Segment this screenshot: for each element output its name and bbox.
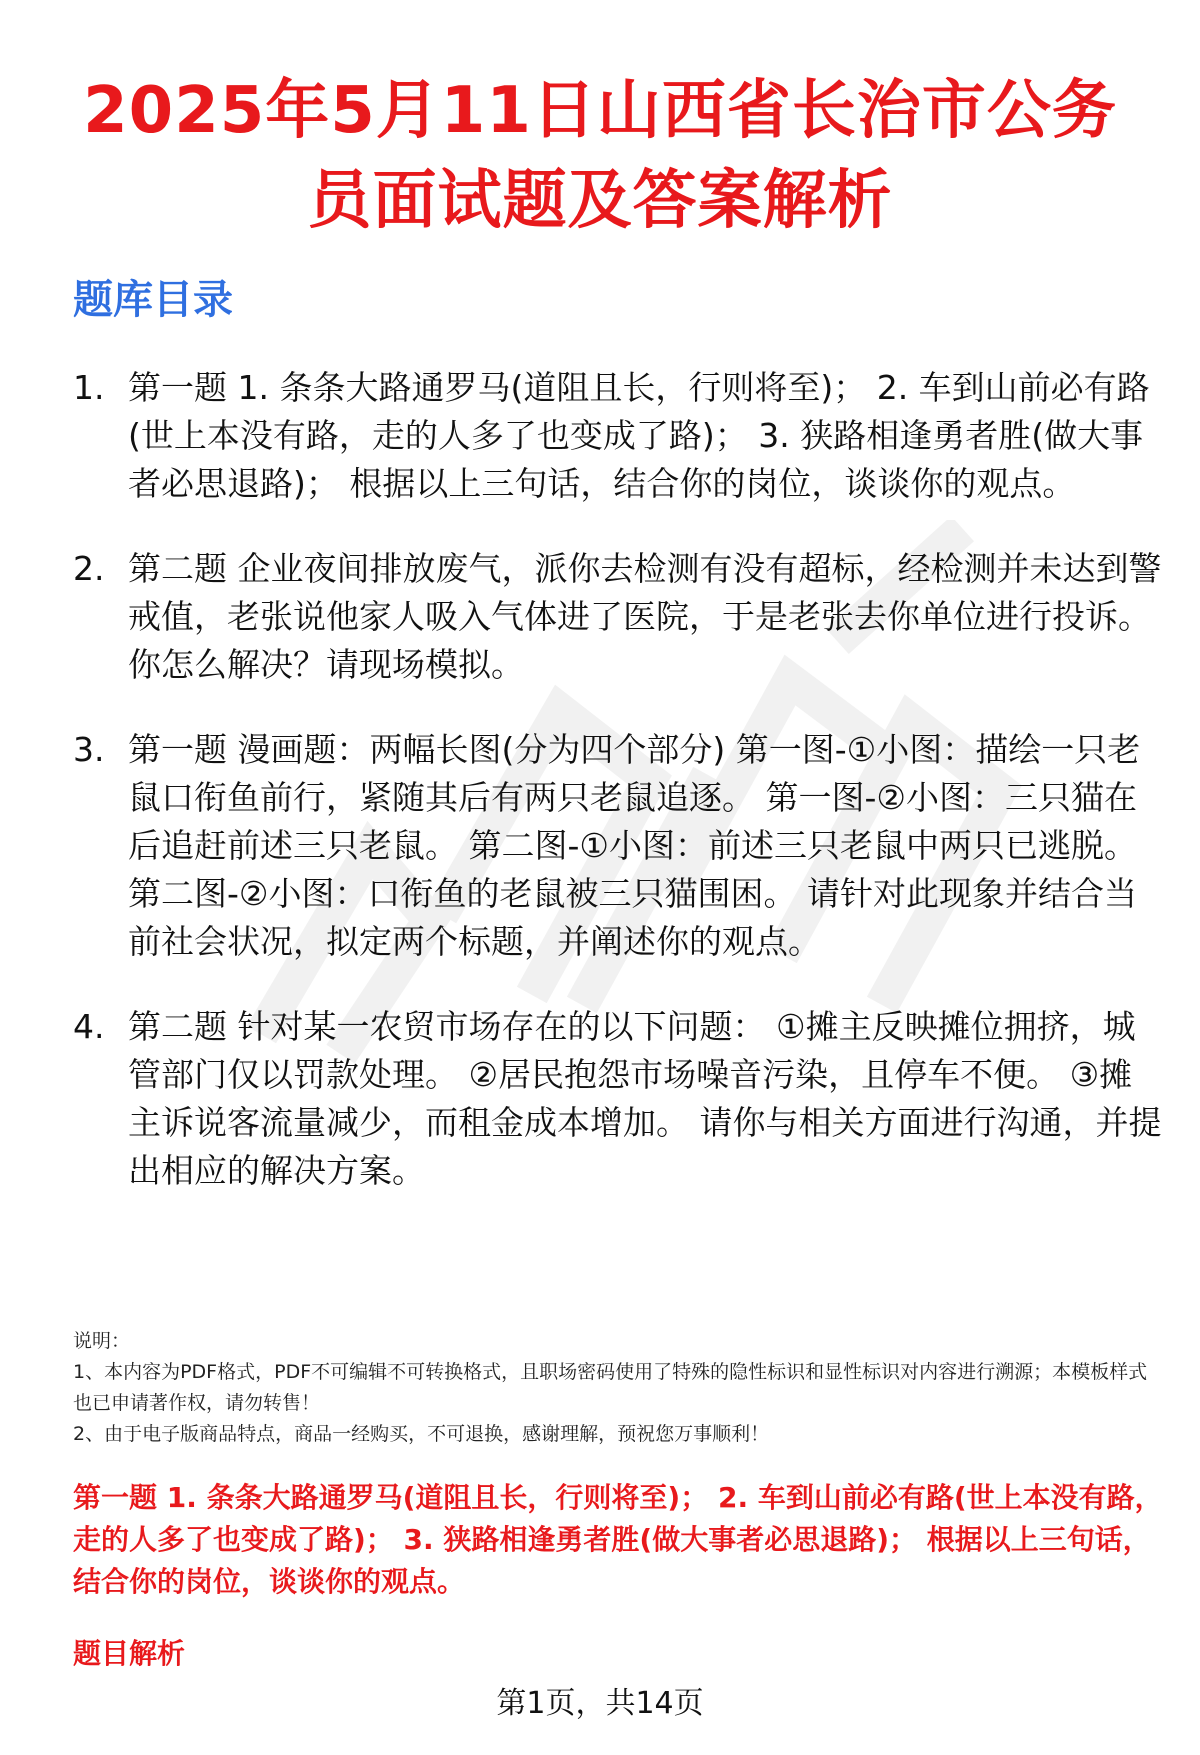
analysis-heading: 题目解析 <box>73 1637 186 1670</box>
toc-item-number: 1. <box>73 368 105 407</box>
toc-list <box>73 364 1163 1232</box>
usage-note-line-1: 1、本内容为PDF格式，PDF不可编辑不可转换格式，且职场密码使用了特殊的隐性标识和显性标识对内容进行溯源；本模板样式也已申请著作权，请勿转售！ <box>73 1361 1148 1414</box>
toc-item-number: 3. <box>73 730 105 769</box>
toc-item-number: 2. <box>73 549 105 588</box>
usage-note-label: 说明： <box>73 1330 131 1352</box>
usage-note <box>73 1326 1163 1450</box>
document-title-line-1: 2025年5月11日山西省长治市公务 <box>83 74 1117 148</box>
document-title <box>60 66 1140 246</box>
toc-item-text: 第一题 1. 条条大路通罗马(道阻且长，行则将至)； 2. 车到山前必有路(世上本没有路，走的人多了也变成了路)； 3. 狭路相逢勇者胜(做大事者必思退路)； 根据以上三句话，结合你的岗位，谈谈你的观点。 <box>128 368 1150 503</box>
document-title-line-2: 员面试题及答案解析 <box>307 164 893 238</box>
toc-item-3 <box>73 726 1163 966</box>
toc-item-text: 第一题 漫画题：两幅长图(分为四个部分) 第一图-①小图：描绘一只老鼠口衔鱼前行，紧随其后有两只老鼠追逐。 第一图-②小图：三只猫在后追赶前述三只老鼠。 第二图-①小图：前述三只老鼠中两只已逃脱。 第二图-②小图：口衔鱼的老鼠被三只猫围困。 请针对此现象并结合当前社会状况，拟定两个标题，并阐述你的观点。 <box>128 730 1141 961</box>
toc-heading: 题库目录 <box>73 277 233 323</box>
page-number: 第1页，共14页 <box>496 1686 704 1721</box>
toc-item-text: 第二题 企业夜间排放废气，派你去检测有没有超标，经检测并未达到警戒值，老张说他家人吸入气体进了医院，于是老张去你单位进行投诉。你怎么解决？请现场模拟。 <box>128 549 1162 684</box>
usage-note-line-2: 2、由于电子版商品特点，商品一经购买，不可退换，感谢理解，预祝您万事顺利！ <box>73 1423 770 1445</box>
toc-item-2 <box>73 545 1163 689</box>
toc-item-number: 4. <box>73 1007 105 1046</box>
toc-item-text: 第二题 针对某一农贸市场存在的以下问题： ①摊主反映摊位拥挤，城管部门仅以罚款处理。 ②居民抱怨市场噪音污染，且停车不便。 ③摊主诉说客流量减少，而租金成本增加。 请你与相关方面进行沟通，并提出相应的解决方案。 <box>128 1007 1162 1190</box>
question-heading: 第一题 1. 条条大路通罗马(道阻且长，行则将至)； 2. 车到山前必有路(世上本没有路，走的人多了也变成了路)； 3. 狭路相逢勇者胜(做大事者必思退路)； 根据以上三句话，结合你的岗位，谈谈你的观点。 <box>73 1481 1163 1598</box>
toc-item-1 <box>73 364 1163 508</box>
toc-item-4 <box>73 1003 1163 1195</box>
